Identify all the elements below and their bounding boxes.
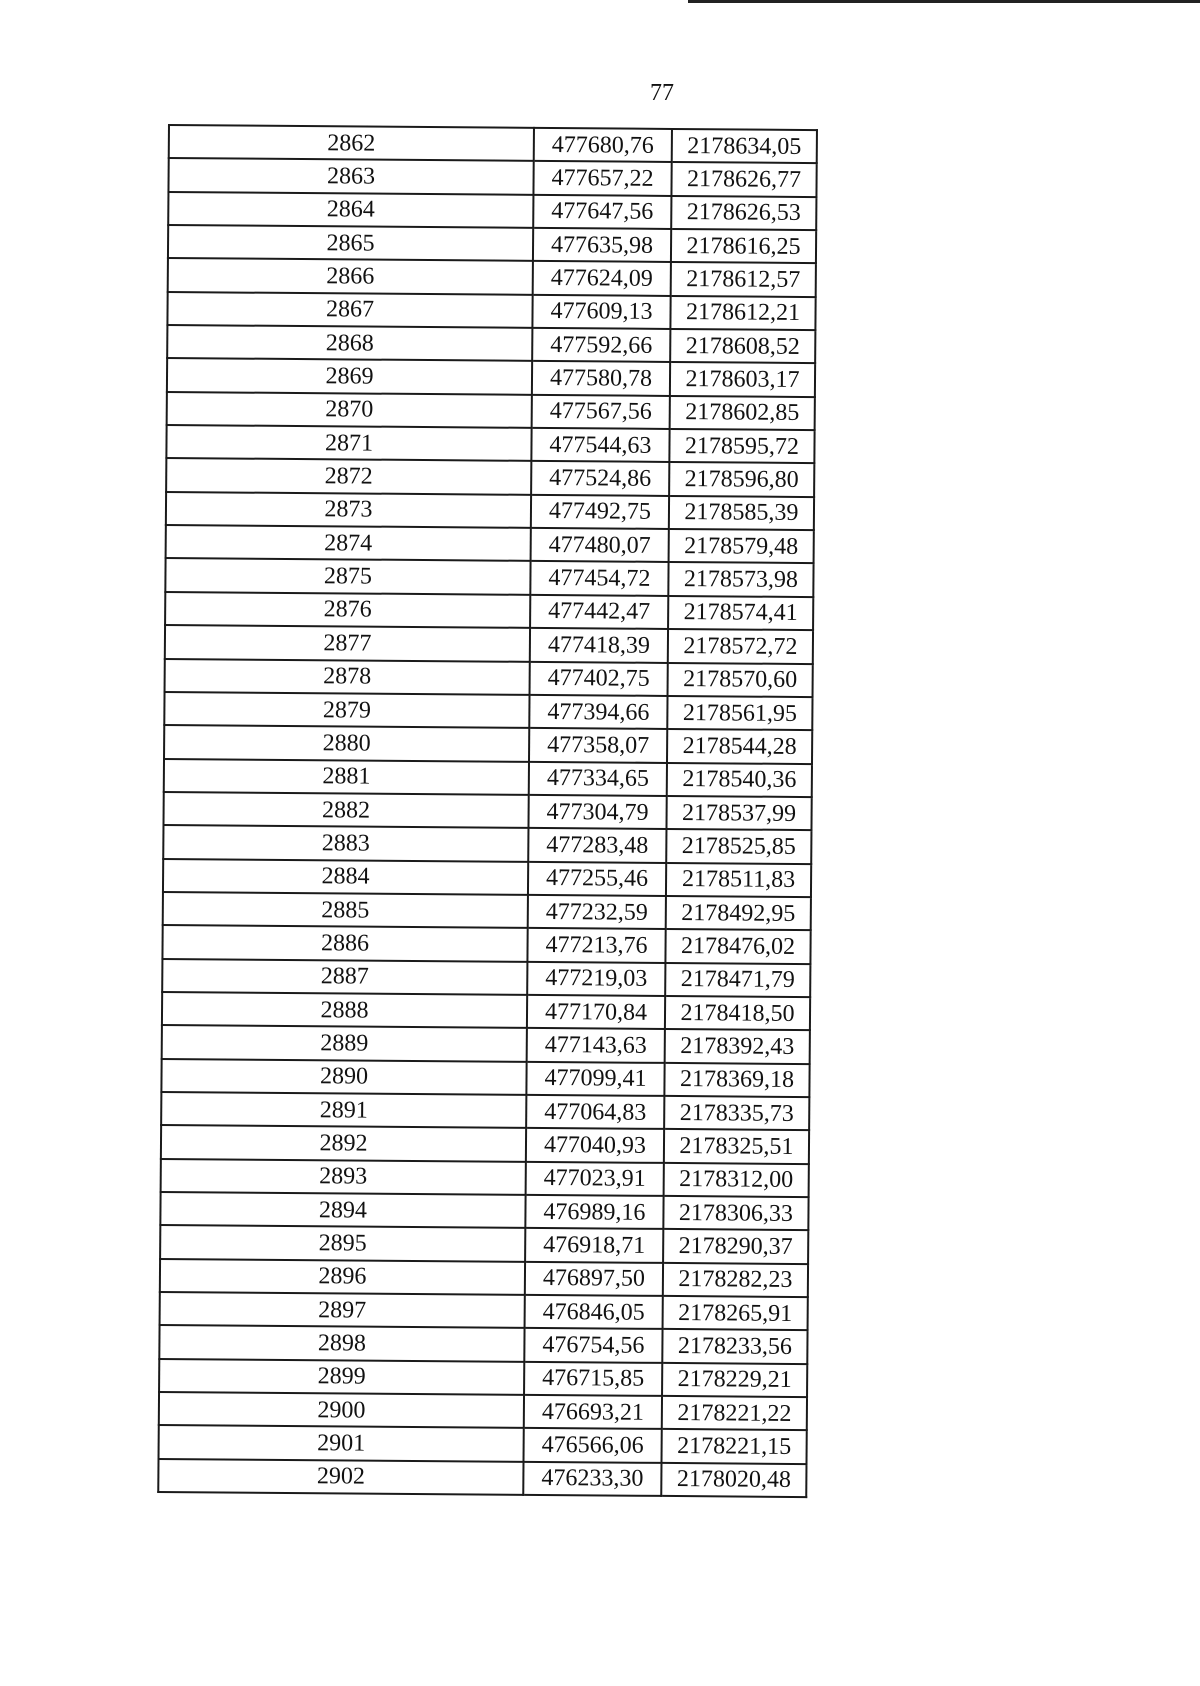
point-number-cell: 2867 — [167, 292, 532, 328]
y-coordinate-cell: 2178602,85 — [670, 396, 815, 430]
table-row — [163, 792, 811, 830]
table-row — [161, 1059, 809, 1097]
x-coordinate-cell: 477524,86 — [531, 461, 669, 495]
y-coordinate-cell: 2178369,18 — [664, 1063, 809, 1097]
point-number-cell: 2879 — [164, 692, 529, 728]
x-coordinate-cell: 477304,79 — [528, 795, 666, 829]
point-number-cell: 2877 — [165, 625, 530, 661]
y-coordinate-cell: 2178612,21 — [670, 296, 815, 330]
x-coordinate-cell: 477394,66 — [529, 695, 667, 729]
y-coordinate-cell: 2178325,51 — [664, 1129, 809, 1163]
x-coordinate-cell: 477609,13 — [532, 295, 670, 329]
table-row — [162, 959, 810, 997]
table-row — [158, 1459, 806, 1497]
table-row — [165, 625, 813, 663]
point-number-cell: 2899 — [159, 1359, 524, 1395]
x-coordinate-cell: 476754,56 — [524, 1328, 662, 1362]
y-coordinate-cell: 2178221,15 — [662, 1429, 807, 1463]
x-coordinate-cell: 476989,16 — [525, 1195, 663, 1229]
y-coordinate-cell: 2178540,36 — [667, 762, 812, 796]
table-row — [165, 658, 813, 696]
point-number-cell: 2889 — [162, 1025, 527, 1061]
y-coordinate-cell: 2178221,22 — [662, 1396, 807, 1430]
point-number-cell: 2872 — [166, 458, 531, 494]
y-coordinate-cell: 2178020,48 — [661, 1463, 806, 1497]
x-coordinate-cell: 477567,56 — [532, 395, 670, 429]
table-row — [166, 525, 814, 563]
table-row — [168, 258, 816, 296]
x-coordinate-cell: 477023,91 — [526, 1161, 664, 1195]
x-coordinate-cell: 476846,05 — [525, 1295, 663, 1329]
y-coordinate-cell: 2178265,91 — [663, 1296, 808, 1330]
point-number-cell: 2891 — [161, 1092, 526, 1128]
x-coordinate-cell: 476233,30 — [523, 1462, 661, 1496]
point-number-cell: 2882 — [163, 792, 528, 828]
point-number-cell: 2875 — [165, 558, 530, 594]
x-coordinate-cell: 477402,75 — [530, 661, 668, 695]
point-number-cell: 2893 — [161, 1159, 526, 1195]
page-number: 77 — [650, 80, 674, 106]
x-coordinate-cell: 477213,76 — [527, 928, 665, 962]
x-coordinate-cell: 477334,65 — [529, 761, 667, 795]
x-coordinate-cell: 477544,63 — [531, 428, 669, 462]
point-number-cell: 2885 — [163, 892, 528, 928]
point-number-cell: 2886 — [162, 925, 527, 961]
y-coordinate-cell: 2178573,98 — [668, 562, 813, 596]
y-coordinate-cell: 2178492,95 — [666, 896, 811, 930]
x-coordinate-cell: 477624,09 — [533, 261, 671, 295]
x-coordinate-cell: 476693,21 — [524, 1395, 662, 1429]
table-row — [168, 158, 816, 196]
point-number-cell: 2866 — [168, 258, 533, 294]
y-coordinate-cell: 2178229,21 — [662, 1363, 807, 1397]
x-coordinate-cell: 477358,07 — [529, 728, 667, 762]
point-number-cell: 2874 — [166, 525, 531, 561]
point-number-cell: 2900 — [159, 1392, 524, 1428]
y-coordinate-cell: 2178392,43 — [665, 1029, 810, 1063]
table-row — [163, 892, 811, 930]
table-row — [167, 292, 815, 330]
y-coordinate-cell: 2178626,77 — [671, 162, 816, 196]
table-row — [166, 492, 814, 530]
table-row — [167, 358, 815, 396]
y-coordinate-cell: 2178335,73 — [664, 1096, 809, 1130]
table-row — [168, 225, 816, 263]
point-number-cell: 2888 — [162, 992, 527, 1028]
point-number-cell: 2862 — [169, 125, 534, 161]
point-number-cell: 2871 — [166, 425, 531, 461]
y-coordinate-cell: 2178634,05 — [672, 129, 817, 163]
table-row — [161, 1159, 809, 1197]
point-number-cell: 2880 — [164, 725, 529, 761]
table-row — [164, 759, 812, 797]
point-number-cell: 2865 — [168, 225, 533, 261]
x-coordinate-cell: 477418,39 — [530, 628, 668, 662]
coordinates-table-body — [158, 125, 817, 1497]
table-row — [162, 992, 810, 1030]
x-coordinate-cell: 477232,59 — [528, 895, 666, 929]
y-coordinate-cell: 2178574,41 — [668, 596, 813, 630]
y-coordinate-cell: 2178282,23 — [663, 1263, 808, 1297]
x-coordinate-cell: 477143,63 — [527, 1028, 665, 1062]
coordinates-table-wrapper — [157, 124, 818, 1498]
table-row — [164, 725, 812, 763]
table-row — [160, 1225, 808, 1263]
y-coordinate-cell: 2178570,60 — [668, 662, 813, 696]
table-row — [169, 125, 817, 163]
point-number-cell: 2873 — [166, 492, 531, 528]
table-row — [165, 558, 813, 596]
coordinates-table — [157, 124, 818, 1498]
x-coordinate-cell: 477580,78 — [532, 361, 670, 395]
table-row — [161, 1092, 809, 1130]
y-coordinate-cell: 2178608,52 — [670, 329, 815, 363]
point-number-cell: 2898 — [159, 1325, 524, 1361]
x-coordinate-cell: 477647,56 — [533, 195, 671, 229]
table-row — [166, 458, 814, 496]
y-coordinate-cell: 2178544,28 — [667, 729, 812, 763]
table-row — [162, 1025, 810, 1063]
y-coordinate-cell: 2178525,85 — [666, 829, 811, 863]
y-coordinate-cell: 2178418,50 — [665, 996, 810, 1030]
x-coordinate-cell: 477040,93 — [526, 1128, 664, 1162]
x-coordinate-cell: 476897,50 — [525, 1262, 663, 1296]
x-coordinate-cell: 476715,85 — [524, 1362, 662, 1396]
point-number-cell: 2897 — [160, 1292, 525, 1328]
table-row — [160, 1192, 808, 1230]
y-coordinate-cell: 2178290,37 — [663, 1229, 808, 1263]
point-number-cell: 2870 — [167, 392, 532, 428]
x-coordinate-cell: 477635,98 — [533, 228, 671, 262]
table-row — [159, 1392, 807, 1430]
y-coordinate-cell: 2178233,56 — [662, 1329, 807, 1363]
y-coordinate-cell: 2178603,17 — [670, 362, 815, 396]
table-row — [168, 192, 816, 230]
x-coordinate-cell: 477219,03 — [527, 961, 665, 995]
table-row — [167, 392, 815, 430]
y-coordinate-cell: 2178616,25 — [671, 229, 816, 263]
table-row — [159, 1425, 807, 1463]
point-number-cell: 2892 — [161, 1125, 526, 1161]
point-number-cell: 2881 — [164, 759, 529, 795]
y-coordinate-cell: 2178585,39 — [669, 496, 814, 530]
x-coordinate-cell: 476918,71 — [525, 1228, 663, 1262]
y-coordinate-cell: 2178312,00 — [664, 1163, 809, 1197]
point-number-cell: 2868 — [167, 325, 532, 361]
point-number-cell: 2864 — [168, 192, 533, 228]
top-edge-rule — [688, 0, 1200, 3]
x-coordinate-cell: 477283,48 — [528, 828, 666, 862]
x-coordinate-cell: 476566,06 — [524, 1428, 662, 1462]
table-row — [159, 1325, 807, 1363]
table-row — [166, 425, 814, 463]
x-coordinate-cell: 477592,66 — [532, 328, 670, 362]
point-number-cell: 2890 — [161, 1059, 526, 1095]
table-row — [160, 1292, 808, 1330]
y-coordinate-cell: 2178595,72 — [669, 429, 814, 463]
point-number-cell: 2887 — [162, 959, 527, 995]
x-coordinate-cell: 477099,41 — [526, 1061, 664, 1095]
table-row — [163, 825, 811, 863]
y-coordinate-cell: 2178537,99 — [666, 796, 811, 830]
table-row — [164, 692, 812, 730]
point-number-cell: 2884 — [163, 859, 528, 895]
y-coordinate-cell: 2178476,02 — [665, 929, 810, 963]
table-row — [161, 1125, 809, 1163]
y-coordinate-cell: 2178579,48 — [669, 529, 814, 563]
x-coordinate-cell: 477657,22 — [533, 161, 671, 195]
table-row — [167, 325, 815, 363]
point-number-cell: 2883 — [163, 825, 528, 861]
x-coordinate-cell: 477492,75 — [531, 495, 669, 529]
y-coordinate-cell: 2178471,79 — [665, 963, 810, 997]
y-coordinate-cell: 2178626,53 — [671, 196, 816, 230]
x-coordinate-cell: 477680,76 — [534, 128, 672, 162]
point-number-cell: 2876 — [165, 592, 530, 628]
point-number-cell: 2863 — [168, 158, 533, 194]
table-row — [162, 925, 810, 963]
x-coordinate-cell: 477454,72 — [530, 561, 668, 595]
table-row — [165, 592, 813, 630]
table-row — [159, 1359, 807, 1397]
point-number-cell: 2902 — [158, 1459, 523, 1495]
y-coordinate-cell: 2178596,80 — [669, 462, 814, 496]
y-coordinate-cell: 2178561,95 — [667, 696, 812, 730]
point-number-cell: 2894 — [160, 1192, 525, 1228]
y-coordinate-cell: 2178511,83 — [666, 862, 811, 896]
point-number-cell: 2901 — [159, 1425, 524, 1461]
x-coordinate-cell: 477064,83 — [526, 1095, 664, 1129]
x-coordinate-cell: 477170,84 — [527, 995, 665, 1029]
point-number-cell: 2869 — [167, 358, 532, 394]
x-coordinate-cell: 477255,46 — [528, 861, 666, 895]
x-coordinate-cell: 477442,47 — [530, 595, 668, 629]
point-number-cell: 2895 — [160, 1225, 525, 1261]
x-coordinate-cell: 477480,07 — [531, 528, 669, 562]
point-number-cell: 2896 — [160, 1259, 525, 1295]
y-coordinate-cell: 2178612,57 — [671, 262, 816, 296]
table-row — [163, 859, 811, 897]
table-row — [160, 1259, 808, 1297]
y-coordinate-cell: 2178306,33 — [663, 1196, 808, 1230]
point-number-cell: 2878 — [165, 658, 530, 694]
y-coordinate-cell: 2178572,72 — [668, 629, 813, 663]
